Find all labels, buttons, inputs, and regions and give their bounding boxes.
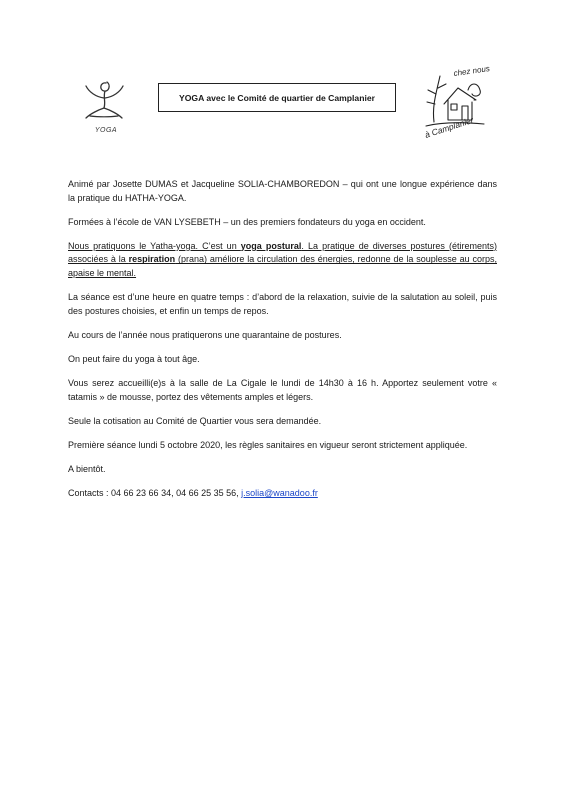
page-title xyxy=(158,83,396,112)
paragraph-all-ages: On peut faire du yoga à tout âge. xyxy=(68,353,200,364)
paragraph-fee: Seule la cotisation au Comité de Quartier vous sera demandée. xyxy=(68,415,322,426)
practice-text-3: (prana) améliore la circulation des énergies, redonne de la souplesse au corps, apaise le mental. xyxy=(68,254,497,278)
camplanier-logo xyxy=(418,64,494,144)
paragraph-practice xyxy=(68,240,497,281)
contact-email-link[interactable]: j.solia@wanadoo.fr xyxy=(241,487,318,498)
page-title-text: YOGA avec le Comité de quartier de Camplanier xyxy=(179,92,375,103)
house-icon xyxy=(418,64,494,144)
paragraph-session: La séance est d’une heure en quatre temps : d’abord de la relaxation, suivie de la salutation au soleil, puis des postures choisies, et enfin un temps de repos. xyxy=(68,292,497,316)
paragraph-training: Formées à l’école de VAN LYSEBETH – un des premiers fondateurs du yoga en occident. xyxy=(68,216,426,227)
camplanier-logo-text-bottom: à Camplanier xyxy=(423,114,475,140)
contacts-phones: Contacts : 04 66 23 66 34, 04 66 25 35 56, xyxy=(68,487,242,498)
document-body xyxy=(68,178,497,511)
meditation-figure-icon xyxy=(76,70,136,130)
yoga-logo xyxy=(76,70,136,150)
practice-text-postural: yoga postural xyxy=(240,240,302,251)
practice-text-2: . La pratique de diverses postures (étirements) associées à la xyxy=(68,240,498,265)
paragraph-goodbye: A bientôt. xyxy=(68,463,106,474)
practice-text-respiration: respiration xyxy=(128,254,176,265)
yoga-logo-caption: YOGA xyxy=(94,127,118,134)
paragraph-venue: Vous serez accueilli(e)s à la salle de La Cigale le lundi de 14h30 à 16 h. Apportez seulement votre « tatamis » de mousse, portez des vêtements amples et légers. xyxy=(68,377,497,402)
paragraph-first-session: Première séance lundi 5 octobre 2020, les règles sanitaires en vigueur seront strictement appliquée. xyxy=(68,439,468,450)
paragraph-contacts xyxy=(68,487,497,501)
camplanier-logo-text-top: chez nous xyxy=(453,64,491,78)
practice-text-1: Nous pratiquons le Yatha-yoga. C’est un xyxy=(68,240,241,251)
paragraph-postures-count: Au cours de l’année nous pratiquerons une quarantaine de postures. xyxy=(68,329,342,340)
paragraph-animators: Animé par Josette DUMAS et Jacqueline SOLIA-CHAMBOREDON – qui ont une longue expérience dans la pratique du HATHA-YOGA. xyxy=(68,179,497,203)
